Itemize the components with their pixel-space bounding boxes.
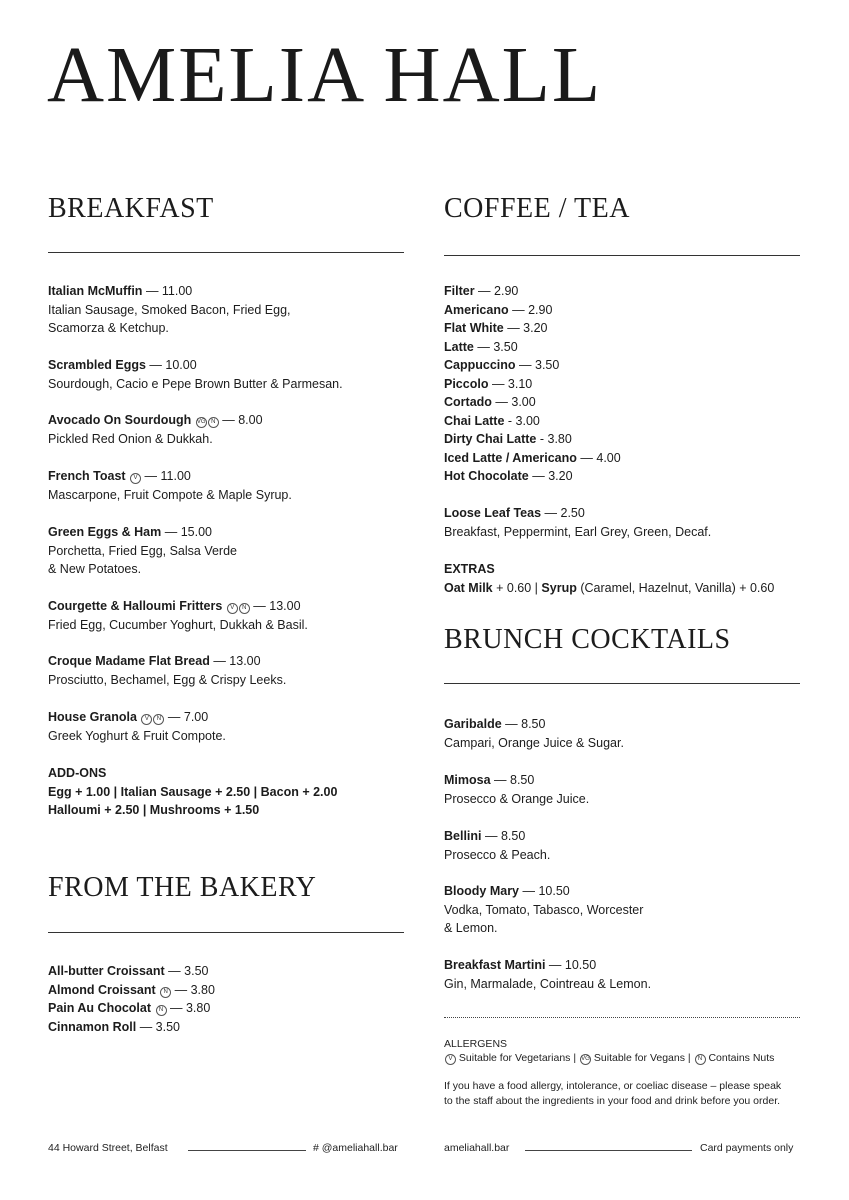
coffee-rule — [444, 255, 800, 256]
item-name: Croque Madame Flat Bread — [48, 654, 210, 668]
item-price: — 10.00 — [145, 358, 197, 372]
vegetarian-icon: V — [141, 714, 152, 725]
extras-oat: Oat Milk — [444, 580, 493, 595]
menu-item — [444, 827, 804, 864]
addons-title: ADD-ONS — [48, 766, 107, 780]
item-name: Courgette & Halloumi Fritters — [48, 599, 223, 613]
vegan-icon: VG — [196, 417, 207, 428]
bakery-rule — [48, 932, 404, 933]
nuts-icon: N — [156, 1005, 167, 1016]
item-price: — 3.20 — [532, 469, 573, 483]
item-name: Almond Croissant — [48, 982, 156, 997]
item-desc: & New Potatoes. — [48, 562, 142, 576]
allergen-nuts-label: Contains Nuts — [708, 1052, 775, 1064]
item-name: French Toast — [48, 469, 126, 483]
item-price: — 3.20 — [507, 321, 548, 335]
item-price: - 3.00 — [507, 413, 540, 428]
item-price: — 13.00 — [253, 599, 301, 613]
item-name: Loose Leaf Teas — [444, 506, 542, 520]
item-price: — 2.50 — [544, 506, 585, 520]
breakfast-heading: BREAKFAST — [48, 193, 214, 224]
item-price: — 3.80 — [174, 982, 215, 997]
footer-rule — [188, 1150, 306, 1151]
nuts-icon: N — [160, 987, 171, 998]
item-price: — 7.00 — [167, 710, 209, 724]
nuts-icon: N — [695, 1054, 706, 1065]
item-desc: & Lemon. — [444, 921, 498, 935]
menu-item — [444, 956, 804, 993]
vegetarian-icon: V — [227, 603, 238, 614]
item-desc: Porchetta, Fried Egg, Salsa Verde — [48, 543, 237, 558]
item-price: — 8.00 — [222, 413, 263, 427]
menu-item — [444, 504, 804, 541]
menu-item — [48, 981, 215, 1000]
menu-item — [444, 282, 621, 301]
item-name: House Granola — [48, 710, 137, 724]
item-price: — 11.00 — [144, 469, 191, 483]
item-name: Dirty Chai Latte — [444, 432, 537, 446]
bakery-list — [48, 962, 215, 1036]
addons-line: Egg + 1.00 | Italian Sausage + 2.50 | Bacon + 2.00 — [48, 784, 338, 799]
menu-item — [48, 999, 215, 1018]
item-desc: Pickled Red Onion & Dukkah. — [48, 431, 213, 446]
item-name: Bloody Mary — [444, 884, 520, 898]
item-name: Mimosa — [444, 773, 491, 787]
allergen-notice-line: If you have a food allergy, intolerance, or coeliac disease – please speak — [444, 1080, 782, 1092]
allergens-divider — [444, 1017, 800, 1018]
item-price: — 3.80 — [169, 1001, 211, 1015]
menu-item — [48, 1018, 215, 1037]
footer-address: 44 Howard Street, Belfast — [48, 1142, 168, 1154]
cocktails-rule — [444, 683, 800, 684]
allergens-key — [444, 1037, 774, 1065]
vegetarian-icon: V — [130, 473, 141, 484]
extras-syrup-detail: (Caramel, Hazelnut, Vanilla) + 0.60 — [580, 580, 775, 595]
item-desc: Scamorza & Ketchup. — [48, 321, 169, 335]
menu-item — [48, 523, 408, 579]
item-desc: Fried Egg, Cucumber Yoghurt, Dukkah & Basil. — [48, 617, 308, 632]
item-name: Cortado — [444, 395, 492, 409]
cocktails-heading: BRUNCH COCKTAILS — [444, 624, 731, 655]
menu-item — [48, 962, 215, 981]
item-price: — 3.50 — [139, 1019, 180, 1034]
menu-item — [48, 652, 408, 689]
menu-item — [444, 375, 621, 394]
item-desc: Sourdough, Cacio e Pepe Brown Butter & Parmesan. — [48, 376, 343, 391]
menu-item — [48, 708, 408, 745]
item-name: Hot Chocolate — [444, 469, 529, 483]
item-price: — 8.50 — [505, 717, 546, 731]
item-price: — 13.00 — [213, 654, 261, 668]
extras — [444, 560, 774, 597]
item-name: Cinnamon Roll — [48, 1019, 137, 1034]
item-price: — 15.00 — [164, 525, 212, 539]
menu-item — [48, 356, 408, 393]
footer-payments: Card payments only — [700, 1142, 794, 1154]
allergen-vegetarian-label: Suitable for Vegetarians | — [458, 1052, 577, 1064]
item-desc: Prosecco & Peach. — [444, 847, 551, 862]
item-desc: Greek Yoghurt & Fruit Compote. — [48, 728, 226, 743]
menu-item — [48, 467, 408, 504]
item-desc: Mascarpone, Fruit Compote & Maple Syrup. — [48, 487, 292, 502]
item-name: Garibalde — [444, 717, 502, 731]
nuts-icon: N — [153, 714, 164, 725]
extras-syrup: Syrup — [541, 580, 577, 595]
item-name: Piccolo — [444, 376, 489, 391]
item-name: Avocado On Sourdough — [48, 413, 192, 427]
menu-item — [48, 411, 408, 448]
item-price: — 10.50 — [522, 884, 570, 898]
nuts-icon: N — [208, 417, 219, 428]
menu-item — [444, 393, 621, 412]
item-desc: Campari, Orange Juice & Sugar. — [444, 735, 624, 750]
coffee-list — [444, 282, 621, 486]
item-desc: Italian Sausage, Smoked Bacon, Fried Egg, — [48, 302, 291, 317]
vegetarian-icon: V — [445, 1054, 456, 1065]
menu-item — [444, 319, 621, 338]
item-name: Cappuccino — [444, 358, 516, 372]
item-name: Italian McMuffin — [48, 284, 143, 298]
allergens-title: ALLERGENS — [444, 1038, 508, 1050]
allergen-notice — [444, 1079, 781, 1109]
item-name: Pain Au Chocolat — [48, 1001, 152, 1015]
item-price: — 2.90 — [512, 302, 553, 317]
item-price: — 3.50 — [477, 339, 518, 354]
menu-item — [444, 715, 804, 752]
allergen-notice-line: to the staff about the ingredients in your food and drink before you order. — [444, 1095, 781, 1107]
brand-logo: AMELIA HALL — [47, 32, 603, 119]
item-desc: Prosecco & Orange Juice. — [444, 791, 590, 806]
menu-item — [48, 597, 408, 634]
item-price: — 3.50 — [519, 358, 560, 372]
menu-item — [444, 338, 621, 357]
menu-item — [444, 467, 621, 486]
item-price: — 3.00 — [495, 395, 536, 409]
extras-title: EXTRAS — [444, 562, 495, 576]
item-desc: Breakfast, Peppermint, Earl Grey, Green, Decaf. — [444, 524, 712, 539]
item-name: Scrambled Eggs — [48, 358, 146, 372]
menu-item — [48, 282, 408, 338]
item-name: Bellini — [444, 829, 482, 843]
item-price: — 11.00 — [145, 284, 193, 298]
item-price: - 3.80 — [539, 432, 572, 446]
item-desc: Prosciutto, Bechamel, Egg & Crispy Leeks. — [48, 672, 287, 687]
item-price: — 10.50 — [548, 958, 597, 972]
footer-social: # @ameliahall.bar — [313, 1142, 398, 1154]
item-name: All-butter Croissant — [48, 964, 165, 978]
item-price: — 2.90 — [478, 284, 519, 298]
item-name: Iced Latte / Americano — [444, 450, 577, 465]
item-name: Chai Latte — [444, 413, 505, 428]
addons-line: Halloumi + 2.50 | Mushrooms + 1.50 — [48, 803, 260, 817]
menu-item — [444, 430, 621, 449]
item-name: Flat White — [444, 321, 504, 335]
item-name: Green Eggs & Ham — [48, 525, 162, 539]
menu-item — [444, 771, 804, 808]
vegan-icon: VG — [580, 1054, 591, 1065]
item-price: — 4.00 — [580, 450, 621, 465]
item-price: — 8.50 — [485, 829, 526, 843]
item-desc: Gin, Marmalade, Cointreau & Lemon. — [444, 976, 652, 991]
item-desc: Vodka, Tomato, Tabasco, Worcester — [444, 902, 644, 917]
menu-item — [444, 356, 621, 375]
item-name: Breakfast Martini — [444, 958, 546, 972]
allergen-vegan-label: Suitable for Vegans | — [593, 1052, 691, 1064]
item-price: — 3.50 — [168, 964, 209, 978]
menu-item — [444, 412, 621, 431]
bakery-heading: FROM THE BAKERY — [48, 872, 317, 903]
footer-rule — [525, 1150, 692, 1151]
item-name: Filter — [444, 284, 475, 298]
nuts-icon: N — [239, 603, 250, 614]
menu-item — [444, 882, 804, 938]
breakfast-rule — [48, 252, 404, 253]
menu-item — [444, 301, 621, 320]
item-name: Latte — [444, 339, 474, 354]
menu-item — [444, 449, 621, 468]
extras-oat-price: + 0.60 | — [496, 580, 538, 595]
addons — [48, 764, 337, 820]
allergen-key-row — [444, 1052, 774, 1064]
footer-website: ameliahall.bar — [444, 1142, 510, 1154]
item-price: — 8.50 — [494, 773, 535, 787]
item-price: — 3.10 — [491, 376, 533, 391]
item-name: Americano — [444, 302, 509, 317]
extras-line — [444, 579, 774, 598]
coffee-heading: COFFEE / TEA — [444, 193, 630, 224]
